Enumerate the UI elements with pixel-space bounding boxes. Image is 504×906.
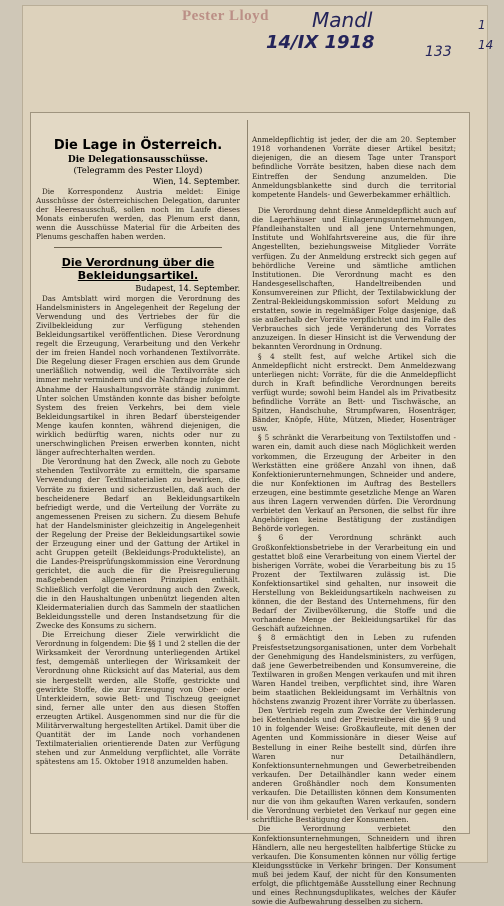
article-paragraph: § 8 ermächtigt den in Leben zu rufenden Preisfestsetzungsorganisationen, unter dem Vorbehalt der Genehmigung des Handelsministers, zu verfügen, daß jene Gewerbetreibenden und Konsumvereine, die Textilwaren in großen Mengen verkaufen und mit ihren Waren Handel treiben, verpflichtet sind, ihre Waren beim staatlichen Bekleidungsamt im Verhältnis von höchstens zwanzig Prozent ihrer Vorräte zu überlassen.: [252, 633, 456, 707]
article-paragraph: § 5 schränkt die Verarbeitung von Textilstoffen und -waren ein, damit auch diese nach Möglichkeit werden vorkommen, die Erzeugung der Arbeiter in den Werkstätten eine größere Anzahl von ihnen, daß Konfektionierunternehmungen, Schneider und andere, die nur Konfektionen im Auftrag des Bestellers erzeugen, eine bestimmte gesetzliche Menge an Waren aus ihren Lagern verwenden dürfen. Die Verordnung verbietet den Verkauf an Personen, die selbst für ihre Angehörigen keine Bestätigung der zuständigen Behörde vorlegen.: [252, 433, 456, 534]
article-paragraph: Die Verordnung hat den Zweck, alle noch zu Gebote stehenden Textilvorräte zu ermitteln, die sparsame Verwendung der Textilmaterialien zu bewirken, die Vorräte zu fixieren und sicherzustellen, daß auch der bescheidenere Bedarf an Bekleidungsartikeln befriedigt werde, und die Verteilung der Vorräte zu angemessenen Preisen zu sichern. Zu diesem Behufe hat der Handelsminister gleichzeitig in Angelegenheit der Regelung der Preise der Bekleidungsartikel sowie der Erzeugung einer und der Gattung der Artikel in acht Gruppen geteilt (Bekleidungs-Produkteliste), an die Landes-Preisprüfungskommission eine Verordnung gerichtet, die auch die für die Preisregulierung maßgebenden allgemeinen Prinzipien enthält. Schließlich verfolgt die Verordnung auch den Zweck, die in den Haushaltungen unbenützt liegenden alten Kleidermaterialien durch das Sammeln der staatlichen Bekleidungsstelle und deren Instandsetzung für die Zwecke des Konsums zu sichern.: [36, 457, 240, 630]
article-paragraph: § 4 stellt fest, auf welche Artikel sich die Anmeldepflicht nicht erstreckt. Dem Anmeldezwang unterliegen nicht: Vorräte, für die die Anmeldepflicht durch in Kraft befindliche Verordnungen bereits verfügt wurde; sowohl beim Handel als im Privatbesitz befindliche Vorräte an Bett- und Tischwäsche, an Spitzen, Handschuhe, Strumpfwaren, Hosenträger, Bänder, Knöpfe, Hüte, Mützen, Mieder, Hosenträger usw.: [252, 351, 456, 434]
corner-mark-top: 1: [478, 18, 486, 32]
article-title: Die Lage in Österreich.: [53, 138, 223, 153]
article-paragraph: Die Erreichung dieser Ziele verwirklicht die Verordnung in folgendem: Die §§ 1 und 2 stellen die der Wirksamkeit der Verordnung unterliegenden Artikel fest, demgemäß unterliegen der Wirksamkeit der Verordnung ohne Rücksicht auf das Material, aus dem sie hergestellt werden, alle Stoffe, gestrickte und gewirkte Stoffe, die zur Erzeugung von Ober- oder Unterkleidern, sowie Bett- und Tischzeug geeignet sind, ferner alle unter den aus diesen Stoffen erzeugten Artikel. Ausgenommen sind nur die für die Militärverwaltung hergestellten Artikel. Damit über die Quantität der im Lande noch vorhandenen Textilmaterialien orientierende Daten zur Verfügung stehen und zur Anmeldung verpflichtet, alle Vorräte spätestens am 15. Oktober 1918 anzumelden haben.: [36, 630, 240, 767]
handwritten-date: 14/IX 1918: [266, 32, 375, 53]
article-paragraph: Den Vertrieb regeln zum Zwecke der Verhinderung bei Kettenhandels und der Preistreiberei die §§ 9 und 10 in folgender Weise: Großkaufleute, mit denen der Agenten und Kommissionäre in dieser Weise auf Bestellung in einer Reihe bestellt sind, dürfen ihre Waren nur Detailhändlern, Konfektionsunternehmungen und Gewerbetreibenden verkaufen. Der Detailhändler kann weder einem anderen Großhändler noch dem Konsumenten verkaufen. Die Detaillisten können dem Konsumenten nur die von ihm gekauften Waren verkaufen, sondern die Verordnung verbietet den Verkauf nur gegen eine schriftliche Bestätigung der Konsumenten.: [252, 706, 456, 825]
article-title: Die Verordnung über die Bekleidungsartikel.: [61, 255, 215, 282]
article-paragraph: Das Amtsblatt wird morgen die Verordnung des Handelsministers in Angelegenheit der Regelung der Verwendung und des Vertriebes der für die Zivilbekleidung zur Verfügung stehenden Bekleidungsartikel veröffentlichen. Diese Verordnung regelt die Erzeugung, Verarbeitung und den Verkehr der im freien Handel noch vorhandenen Textilvorräte. Die Regelung dieser Fragen erschien aus dem Grunde unerläßlich notwendig, weil die Textilvorräte sich immer mehr vermindern und die Nachfrage infolge der Abnahme der Haushaltungsvorräte ständig zunimmt. Unter solchen Umständen konnte das bisher befolgte System des freien Verkehrs, bei dem viele Bekleidungsartikel in ihren Bedarf übersteigender Menge kaufen konnten, während diejenigen, die wirklich bedürftig waren, nichts oder nur zu unerschwinglichen Preisen erwerben konnten, nicht länger aufrechterhalten werden.: [36, 293, 240, 458]
column-divider: [247, 120, 248, 820]
newspaper-stamp: Pester Lloyd: [182, 8, 269, 24]
handwritten-name: Mandl: [312, 8, 373, 32]
article-source: (Telegramm des Pester Lloyd): [73, 166, 203, 176]
article-paragraph: § 6 der Verordnung schränkt auch Großkonfektionsbetriebe in der Verarbeitung ein und gestattet bloß eine Verarbeitung von einem Viertel der bisherigen Vorräte, wobei die Verarbeitung bis zu 15 Prozent der Textilwaren zulässig ist. Die Konfektionsartikel sind gehalten, nur insoweit die Herstellung von Bekleidungsartikeln nachweisen zu können, die der Bestand des Unternehmens, für den Bedarf der Zivilbevölkerung, die Stoffe und die vorhandene Menge der Bekleidungsartikel für das Geschäft aufzeichnen.: [252, 533, 456, 634]
article-subtitle: Die Delegationsausschüsse.: [67, 155, 209, 165]
left-column: [36, 128, 240, 823]
article-body: Die Korrespondenz Austria meldet: Einige Ausschüsse der österreichischen Delegation, darunter der Heeresausschuß, sollen noch im Laufe dieses Monats einberufen werden, das Plenum erst dann, wenn die Ausschüsse Material für die Arbeiten des Plenums geschaffen haben werden.: [36, 187, 240, 242]
article-paragraph: Anmeldepflichtig ist jeder, der die am 20. September 1918 vorhandenen Vorräte dieser Artikel besitzt; diejenigen, die an diesem Tage unter Transport befindliche Vorräte besitzen, haben diese nach dem Eintreffen der Sendung anzumelden. Die Anmeldungsblankette sind durch die territorial kompetente Handels- und Gewerbekammer erhältlich.: [252, 135, 456, 199]
article-dateline: Wien, 14. September.: [152, 177, 240, 186]
article-paragraph: Die Verordnung verbietet den Konfektionsunternehmungen, Schneidern und ihren Händlern, alle neu hergestellten halbfertige Stücke zu verkaufen. Die Konsumenten können nur völlig fertige Kleidungsstücke in Verkehr bringen. Der Konsument muß bei jedem Kauf, der nicht für den Konsumenten erfolgt, die pflichtgemäße Ausstellung einer Rechnung und eines Rechnungsduplikates, welches der Käufer sowie die Aufbewahrung desselben zu sichern.: [252, 824, 456, 906]
corner-mark-bottom: 14: [478, 38, 494, 52]
section-rule: [54, 247, 222, 248]
article-paragraph: Die Verordnung dehnt diese Anmeldepflicht auch auf die Lagerhäuser und Einlagerungsunternehmungen, Pfandleihanstalten und all jene Unternehmungen, Institute und Wohlfahrtsvereine aus, die für ihre Angestellten, beziehungsweise Mitglieder Vorräte verfügen. Zu der Anmeldung erstreckt sich gegen auf behördliche Vereine und sämtliche amtlichen Institutionen. Die Verordnung macht es den Handesgesellschaften, Handeltreibenden und Konsumvereinen zur Pflicht, der Textilabwicklung der Zentral-Bekleidungskommission sofort Meldung zu erstatten, sowie in regelmäßiger Folge dasjenige, daß sie außerhalb der Vorräte verpflichtet und im Falle des Verbrauches sich jede Veränderung des Vorrates anzuzeigen. In dieser Hinsicht ist die Verwendung der bekannten Verordnung in Ordnung.: [252, 206, 456, 352]
right-column: [252, 128, 456, 906]
article-dateline: Budapest, 14. September.: [135, 283, 240, 293]
archive-number: 133: [425, 44, 452, 60]
